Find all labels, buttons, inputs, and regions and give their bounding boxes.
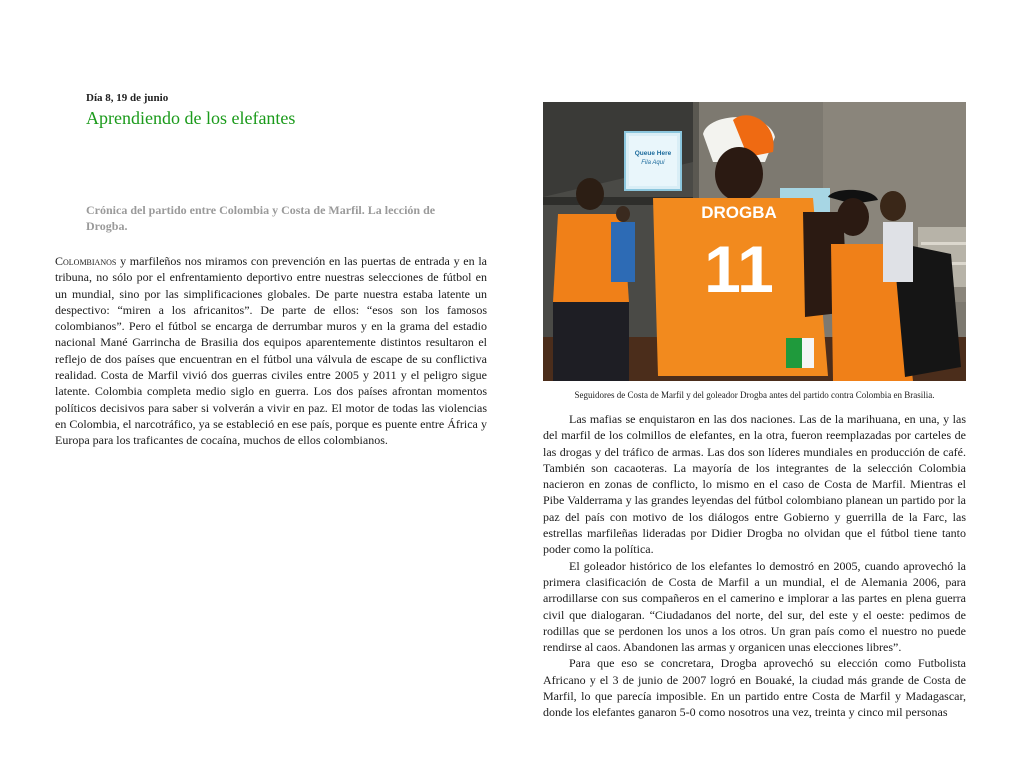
right-page — [512, 0, 1024, 768]
photo-caption: Seguidores de Costa de Marfil y del goleador Drogba antes del partido contra Colombia en Brasilia. — [574, 390, 935, 400]
body-paragraph: El goleador histórico de los elefantes lo demostró en 2005, cuando aprovechó la primera clasificación de Costa de Marfil a un mundial, el de Alemania 2006, para arrodillarse con sus compañeros en el camerino e implorar a las partes en plena guerra civil que dialogaran. “Ciudadanos del norte, del sur, del este y el oeste: pedimos de rodillas que se perdonen los unos a los otros. Un gran país como el nuestro no puede rendirse al caos. Abandonen las armas y organicen unas elecciones libres”. — [543, 558, 966, 655]
body-paragraph: Para que eso se concretara, Drogba aprovechó su elección como Futbolista Africano y el 3 de junio de 2007 logró en Bouaké, la ciudad más grande de Costa de Marfil, lo que parecía imposible. En un partido entre Costa de Marfil y Madagascar, donde los elefantes ganaron 5-0 como nosotros una vez, treinta y cinco mil personas — [543, 656, 966, 720]
article-body — [543, 411, 966, 721]
article-lead-paragraph — [55, 253, 487, 449]
article-subtitle: Crónica del partido entre Colombia y Costa de Marfil. La lección de Drogba. — [86, 203, 436, 233]
article-photo — [543, 102, 966, 381]
photo-illustration — [543, 102, 966, 381]
sign-line-2: Fila Aquí — [641, 160, 665, 166]
sign-line-1: Queue Here — [634, 150, 672, 157]
lead-small-caps: Colombianos — [55, 254, 117, 268]
lead-text: y marfileños nos miramos con prevención en las puertas de entrada y en la tribuna, no sólo por el enfrentamiento deportivo entre nuestras selecciones de fútbol en un mundial, sino por las simplificaciones globales. De parte nuestra estaba latente un despectivo: “miren a los africanitos”. De parte de ellos: “esos son los famosos colombianos”. Pero el fútbol se encarga de derrumbar muros y en la grama del estadio nacional Mané Garrincha de Brasilia dos equipos aparentemente distintos resultaron el reflejo de dos países que encuentran en el fútbol una válvula de escape de su conflictiva realidad. Costa de Marfil vivió dos guerras civiles entre 2005 y 2011 y el peligro sigue latente. Colombia completa medio siglo en guerra. Los dos países afrontan momentos políticos decisivos para saber si volverán a vivir en paz. El motor de todas las violencias en Colombia, el narcotráfico, ya se estableció en ese país, porque es puente entre África y Europa para los traficantes de cocaína, muchos de ellos colombianos. — [55, 254, 487, 448]
body-paragraph: Las mafias se enquistaron en las dos naciones. Las de la marihuana, en una, y las del marfil de los colmillos de elefantes, en la otra, fueron reemplazadas por carteles de las drogas y del tráfico de armas. Las dos son líderes mundiales en producción de café. También son cacaoteras. La mayoría de los integrantes de la selección Colombia nacieron en zonas de conflicto, lo mismo en el caso de Costa de Marfil. Mientras el Pibe Valderrama y las grandes leyendas del fútbol colombiano planean un partido por la paz del país con motivo de los diálogos entre Gobierno y guerrilla de la Farc, las estrellas marfileñas lideradas por Didier Drogba no olvidan que el fútbol tiene tanto poder como la política. — [543, 412, 966, 557]
article-date: Día 8, 19 de junio — [86, 92, 169, 104]
article-title: Aprendiendo de los elefantes — [86, 108, 296, 128]
jersey-name: DROGBA — [701, 203, 777, 222]
jersey-number: 11 — [704, 232, 774, 306]
